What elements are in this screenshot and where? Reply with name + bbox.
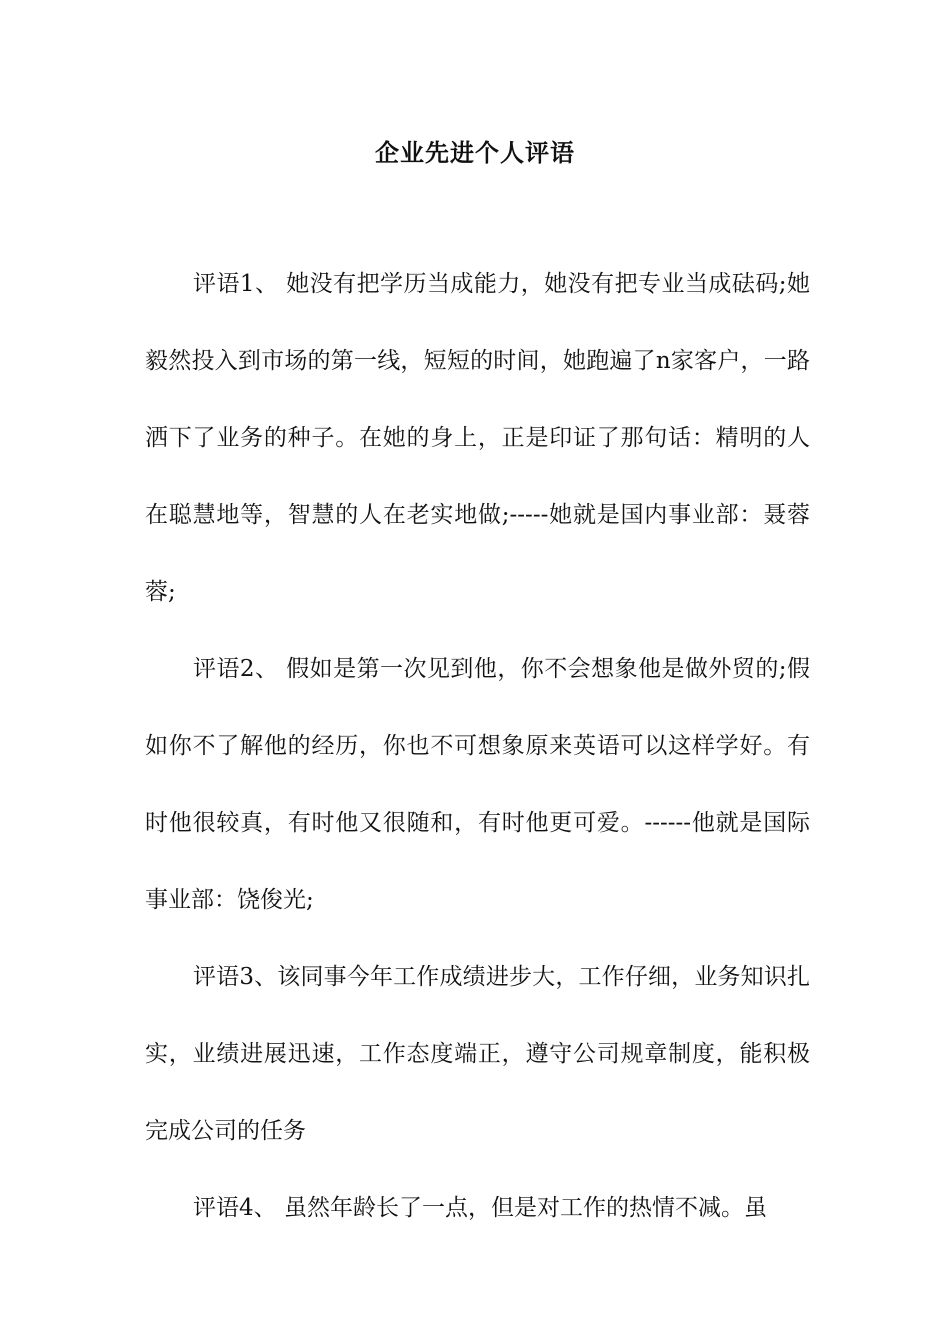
document-body xyxy=(145,246,810,1247)
comment-paragraph-1: 评语1、 她没有把学历当成能力，她没有把专业当成砝码;她毅然投入到市场的第一线，短短的时间，她跑遍了n家客户，一路洒下了业务的种子。在她的身上，正是印证了那句话：精明的人在聪慧地等，智慧的人在老实地做;-----她就是国内事业部：聂蓉蓉; xyxy=(145,271,810,605)
comment-paragraph-2: 评语2、 假如是第一次见到他，你不会想象他是做外贸的;假如你不了解他的经历，你也不可想象原来英语可以这样学好。有时他很较真，有时他又很随和，有时他更可爱。------他就是国际事业部：饶俊光; xyxy=(145,656,810,913)
comment-paragraph-4: 评语4、 虽然年龄长了一点，但是对工作的热情不减。虽 xyxy=(193,1195,767,1221)
comment-paragraph-3: 评语3、该同事今年工作成绩进步大，工作仔细，业务知识扎实，业绩进展迅速，工作态度端正，遵守公司规章制度，能积极完成公司的任务 xyxy=(145,964,810,1144)
document-title: 企业先进个人评语 xyxy=(375,138,575,167)
